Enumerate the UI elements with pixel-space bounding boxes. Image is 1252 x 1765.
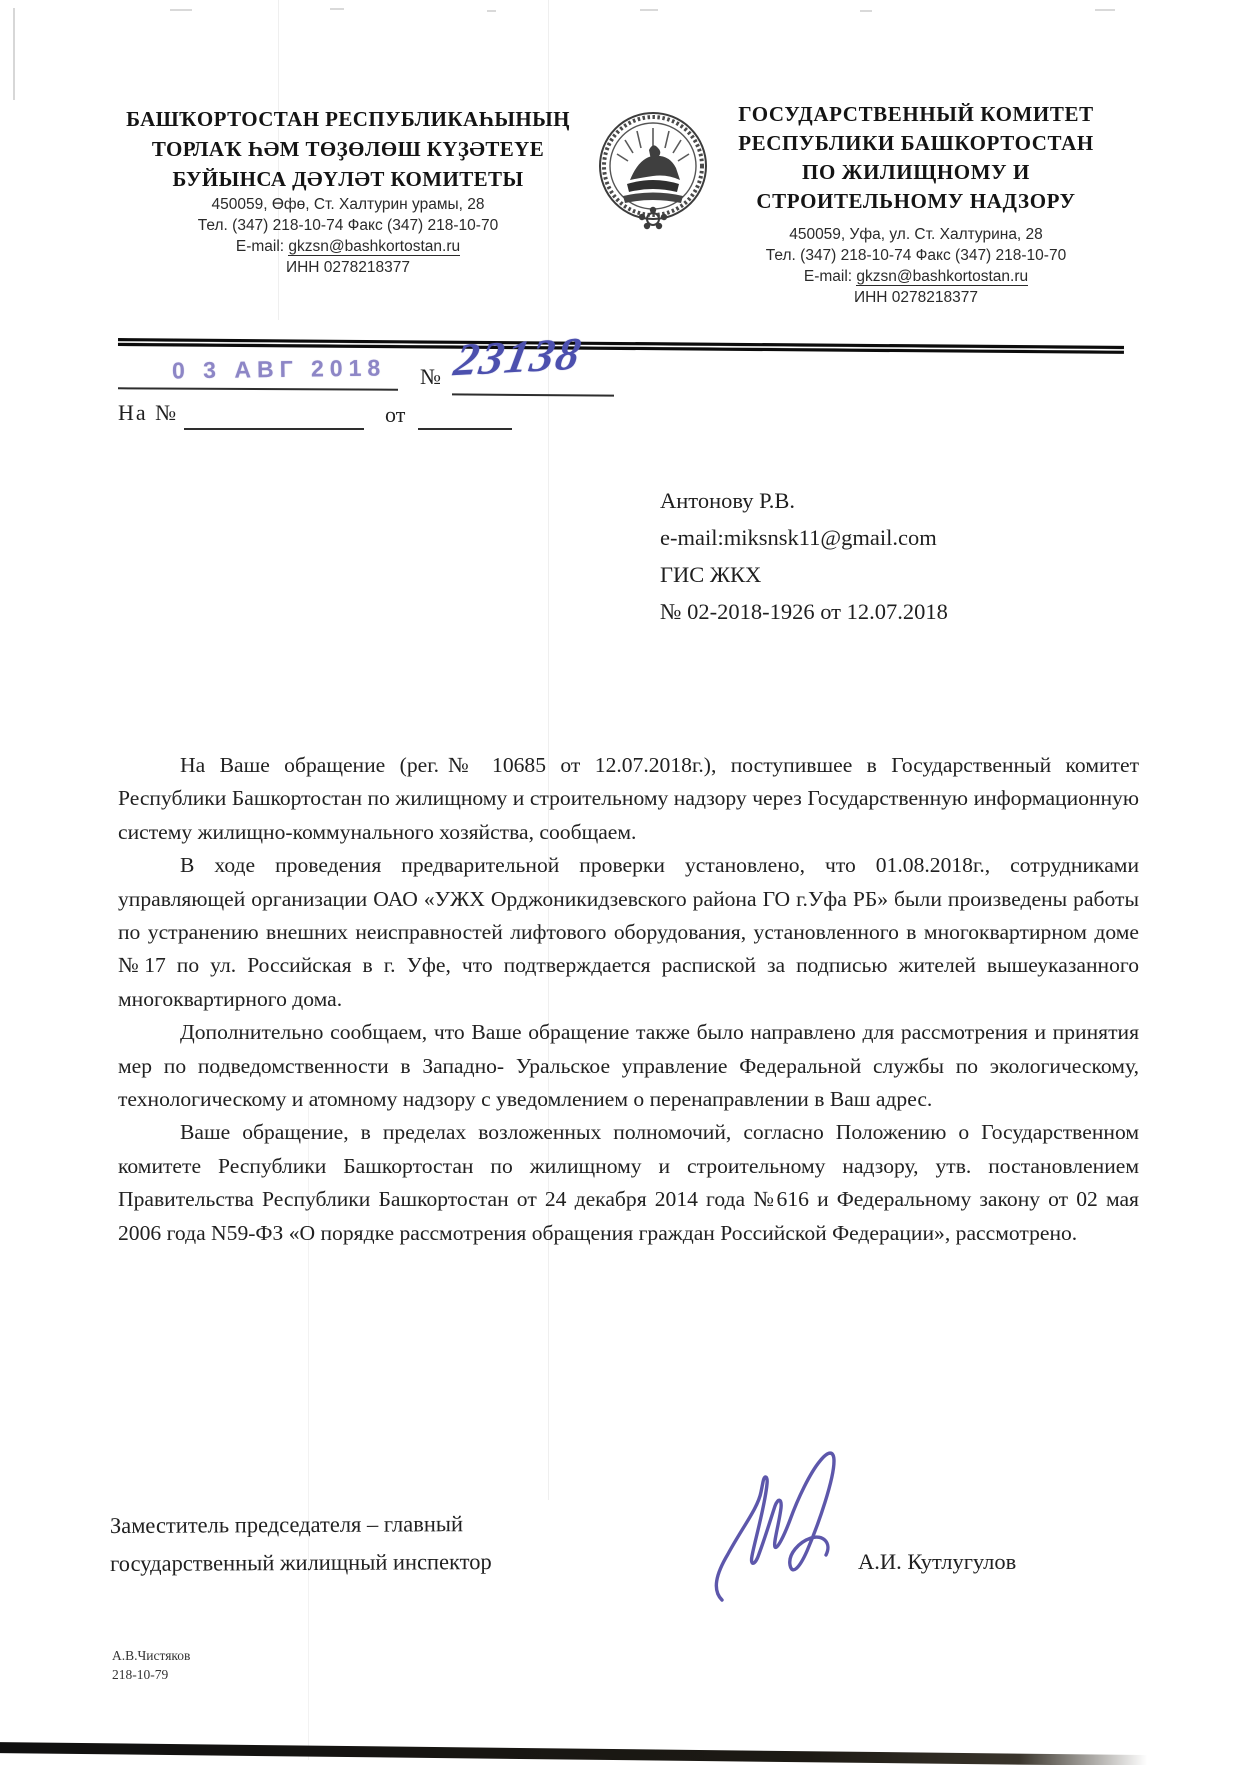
body-paragraph-4: Ваше обращение, в пределах возложенных полномочий, согласно Положению о Государственном комитете Республики Башкортостан по жилищному и строительному надзору, утв. постановлением Правительства Республики Башкортостан от 24 декабря 2014 года №616 и Федеральному закону от 02 мая 2006 года N59-ФЗ «О порядке рассмотрения обращения граждан Российской Федерации», рассмотрено. (118, 1120, 1139, 1245)
org-address: 450059, Уфа, ул. Ст. Халтурина, 28 (789, 226, 1043, 243)
org-email: gkzsn@bashkortostan.ru (288, 238, 461, 255)
number-sign-label: № (420, 364, 441, 389)
letter-body (118, 749, 1139, 1250)
org-title-bashkir-line: БАШҠОРТОСТАН РЕСПУБЛИКАҺЫНЫҢ (126, 107, 570, 131)
date-blank-line (118, 387, 398, 390)
body-paragraph-1: На Ваше обращение (рег.№ 10685 от 12.07.2018г.), поступившее в Государственный комитет Республики Башкортостан по жилищному и строительному надзору через Государственную информационную систему жилищно-коммунального хозяйства, сообщаем. (118, 753, 1139, 844)
recipient-name: Антонову Р.В. (660, 488, 796, 513)
org-email-line (700, 266, 1132, 287)
letterhead-right (700, 100, 1132, 308)
recipient-reference: № 02-2018-1926 от 12.07.2018 (660, 599, 948, 624)
signer-job-title-line: Заместитель председателя – главный (109, 1511, 464, 1538)
reply-from-label: от (385, 402, 406, 427)
scan-edge-artifact (13, 8, 15, 100)
executor-phone: 218-10-79 (112, 1667, 169, 1682)
recipient-block (660, 482, 948, 630)
org-title-russian-line: РЕСПУБЛИКИ БАШКОРТОСТАН (738, 131, 1094, 155)
recipient-system: ГИС ЖКХ (660, 562, 762, 587)
reply-number-blank-line (184, 428, 364, 430)
body-paragraph-3: Дополнительно сообщаем, что Ваше обращение также было направлено для рассмотрения и принятия мер по подведомственности в Западно- Уральское управление Федеральной службы по экологическому, технологическому и атомному надзору с уведомлением о перенаправлении в Ваш адрес. (118, 1020, 1139, 1112)
letterhead-divider-rule (118, 338, 1124, 354)
org-phone-fax: Тел. (347) 218-10-74 Факс (347) 218-10-70 (197, 217, 499, 234)
body-paragraph-2: В ходе проведения предварительной проверки установлено, что 01.08.2018г., сотрудниками управляющей организации ОАО «УЖХ Орджоникидзевского района ГО г.Уфа РБ» были произведены работы по устранению внешних неисправностей лифтового оборудования, установленного в многоквартирном доме №17 по ул. Российская в г. Уфе, что подтверждается распиской за подписью жителей вышеуказанного многоквартирного дома. (118, 853, 1139, 1011)
scan-speck (1095, 9, 1115, 11)
scan-speck (330, 8, 344, 10)
org-title-bashkir-line: ТОРЛАҠ ҺӘМ ТӨҘӨЛӨШ КҮҘӘТЕҮЕ (151, 137, 545, 161)
email-label: E-mail: (235, 238, 285, 255)
reply-date-blank-line (418, 428, 512, 430)
org-inn: ИНН 0278218377 (285, 259, 411, 276)
handwritten-outgoing-number: 23138 (450, 327, 587, 386)
number-blank-line (452, 393, 614, 396)
scan-speck (170, 9, 192, 11)
executor-name: А.В.Чистяков (112, 1648, 191, 1663)
org-phone-fax: Тел. (347) 218-10-74 Факс (347) 218-10-70 (765, 247, 1067, 264)
org-email: gkzsn@bashkortostan.ru (856, 268, 1029, 285)
org-title-russian-line: СТРОИТЕЛЬНОМУ НАДЗОРУ (756, 189, 1076, 213)
letterhead-left (115, 104, 581, 278)
org-title-russian-line: ПО ЖИЛИЩНОМУ И (802, 160, 1030, 184)
signer-job-title-line: государственный жилищный инспектор (110, 1549, 492, 1576)
reply-to-number-label: На № (118, 400, 179, 425)
bashkortostan-coat-of-arms-icon (597, 106, 709, 238)
signer-job-title (110, 1505, 492, 1583)
org-email-line (115, 236, 581, 257)
org-inn: ИНН 0278218377 (853, 289, 979, 306)
org-title-bashkir-line: БУЙЫНСА ДӘҮЛӘТ КОМИТЕТЫ (172, 167, 524, 191)
handwritten-signature (706, 1448, 881, 1618)
executor-block (112, 1646, 190, 1684)
signer-name: А.И. Кутлугулов (858, 1549, 1017, 1574)
scan-bottom-edge-artifact (0, 1742, 1159, 1765)
recipient-email: e-mail:miksnsk11@gmail.com (660, 525, 937, 550)
org-address: 450059, Өфө, Ст. Халтурин урамы, 28 (211, 196, 485, 213)
scan-speck (860, 10, 872, 12)
email-label: E-mail: (803, 268, 853, 285)
scan-speck (487, 10, 496, 12)
registration-date-stamp: 0 3 АВГ 2018 (171, 354, 387, 384)
scan-speck (640, 9, 658, 11)
org-title-russian-line: ГОСУДАРСТВЕННЫЙ КОМИТЕТ (738, 102, 1094, 126)
